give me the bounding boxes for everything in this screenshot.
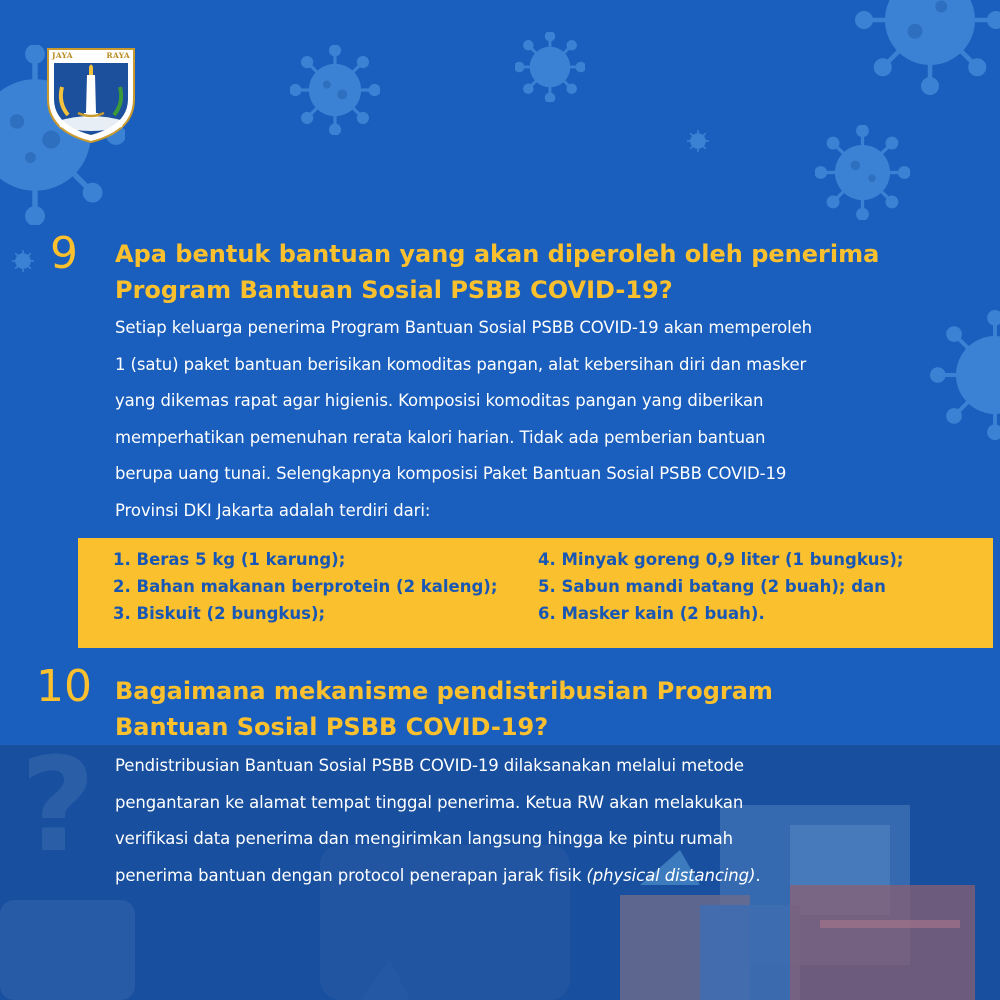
question-mark-decoration: ? <box>20 729 96 881</box>
title-line: Bantuan Sosial PSBB COVID-19? <box>115 713 549 741</box>
list-item: 1. Beras 5 kg (1 karung); <box>113 550 346 569</box>
answer-line: verifikasi data penerima dan mengirimkan langsung hingga ke pintu rumah <box>115 829 733 848</box>
answer-italic-term: (physical distancing) <box>586 865 756 885</box>
virus-icon <box>10 248 36 274</box>
title-line: Bagaimana mekanisme pendistribusian Program <box>115 677 773 705</box>
question-number: 9 <box>50 228 78 279</box>
jakarta-crest-logo <box>44 45 138 145</box>
question-title <box>115 673 935 745</box>
list-item: 3. Biskuit (2 bungkus); <box>113 604 326 623</box>
items-column-left <box>113 546 497 627</box>
answer-paragraph <box>115 310 905 529</box>
list-item: 5. Sabun mandi batang (2 buah); dan <box>538 577 886 596</box>
title-line: Apa bentuk bantuan yang akan diperoleh oleh penerima <box>115 240 880 268</box>
crest-motto <box>52 51 130 60</box>
crest-word: RAYA <box>106 51 130 60</box>
items-column-right <box>538 546 904 627</box>
answer-line: Setiap keluarga penerima Program Bantuan Sosial PSBB COVID-19 akan memperoleh <box>115 318 813 337</box>
list-item: 4. Minyak goreng 0,9 liter (1 bungkus); <box>538 550 904 569</box>
list-item: 2. Bahan makanan berprotein (2 kaleng); <box>113 577 498 596</box>
answer-line-end: . <box>755 865 761 885</box>
answer-paragraph <box>115 748 905 894</box>
list-item: 6. Masker kain (2 buah). <box>538 604 765 623</box>
crest-word: JAYA <box>52 51 73 60</box>
question-number: 10 <box>36 661 92 712</box>
virus-icon <box>855 0 1000 95</box>
virus-icon <box>930 310 1000 440</box>
virus-icon <box>685 128 711 154</box>
virus-icon <box>290 45 380 135</box>
package-items-box <box>78 538 993 648</box>
answer-line: Pendistribusian Bantuan Sosial PSBB COVID-19 dilaksanakan melalui metode <box>115 756 744 775</box>
answer-line: memperhatikan pemenuhan rerata kalori harian. Tidak ada pemberian bantuan <box>115 427 766 447</box>
virus-icon <box>515 32 585 102</box>
question-title <box>115 236 935 308</box>
answer-line: berupa uang tunai. Selengkapnya komposisi Paket Bantuan Sosial PSBB COVID-19 <box>115 464 787 483</box>
title-line: Program Bantuan Sosial PSBB COVID-19? <box>115 276 673 304</box>
virus-icon <box>815 125 910 220</box>
answer-line: 1 (satu) paket bantuan berisikan komoditas pangan, alat kebersihan diri dan masker <box>115 354 807 374</box>
answer-line: Provinsi DKI Jakarta adalah terdiri dari: <box>115 500 431 520</box>
answer-line: pengantaran ke alamat tempat tinggal penerima. Ketua RW akan melakukan <box>115 792 744 812</box>
answer-line: penerima bantuan dengan protocol penerapan jarak fisik <box>115 865 587 885</box>
answer-line: yang dikemas rapat agar higienis. Komposisi komoditas pangan yang diberikan <box>115 391 764 410</box>
